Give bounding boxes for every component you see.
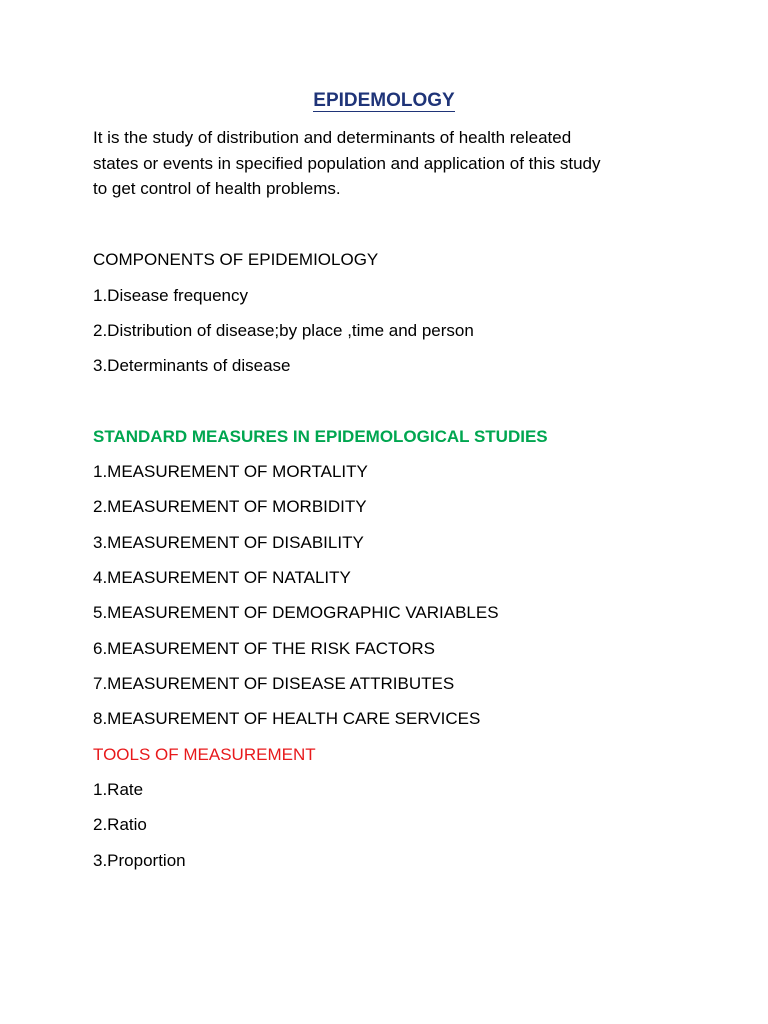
page-title-text: EPIDEMOLOGY	[313, 90, 455, 111]
measure-item: 4.MEASUREMENT OF NATALITY	[93, 568, 351, 587]
tool-item: 2.Ratio	[93, 815, 147, 834]
measure-item: 5.MEASUREMENT OF DEMOGRAPHIC VARIABLES	[93, 603, 499, 622]
tool-item: 1.Rate	[93, 780, 144, 799]
component-item: 1.Disease frequency	[93, 286, 248, 305]
definition-paragraph	[93, 125, 693, 202]
standard-measures-heading: STANDARD MEASURES IN EPIDEMOLOGICAL STUDIES	[93, 427, 548, 446]
measure-item: 1.MEASUREMENT OF MORTALITY	[93, 462, 368, 481]
page-title	[0, 88, 768, 114]
components-heading: COMPONENTS OF EPIDEMIOLOGY	[93, 250, 379, 269]
tools-heading: TOOLS OF MEASUREMENT	[93, 745, 316, 764]
measure-item: 3.MEASUREMENT OF DISABILITY	[93, 533, 364, 552]
measure-item: 7.MEASUREMENT OF DISEASE ATTRIBUTES	[93, 674, 455, 693]
measure-item: 6.MEASUREMENT OF THE RISK FACTORS	[93, 639, 435, 658]
measure-item: 2.MEASUREMENT OF MORBIDITY	[93, 497, 367, 516]
definition-line: states or events in specified population and application of this study	[93, 153, 601, 173]
definition-line: to get control of health problems.	[93, 179, 341, 198]
component-item: 2.Distribution of disease;by place ,time and person	[93, 321, 474, 340]
tool-item: 3.Proportion	[93, 851, 186, 870]
component-item: 3.Determinants of disease	[93, 356, 291, 375]
definition-line: It is the study of distribution and determinants of health releated	[93, 128, 572, 147]
measure-item: 8.MEASUREMENT OF HEALTH CARE SERVICES	[93, 709, 481, 728]
